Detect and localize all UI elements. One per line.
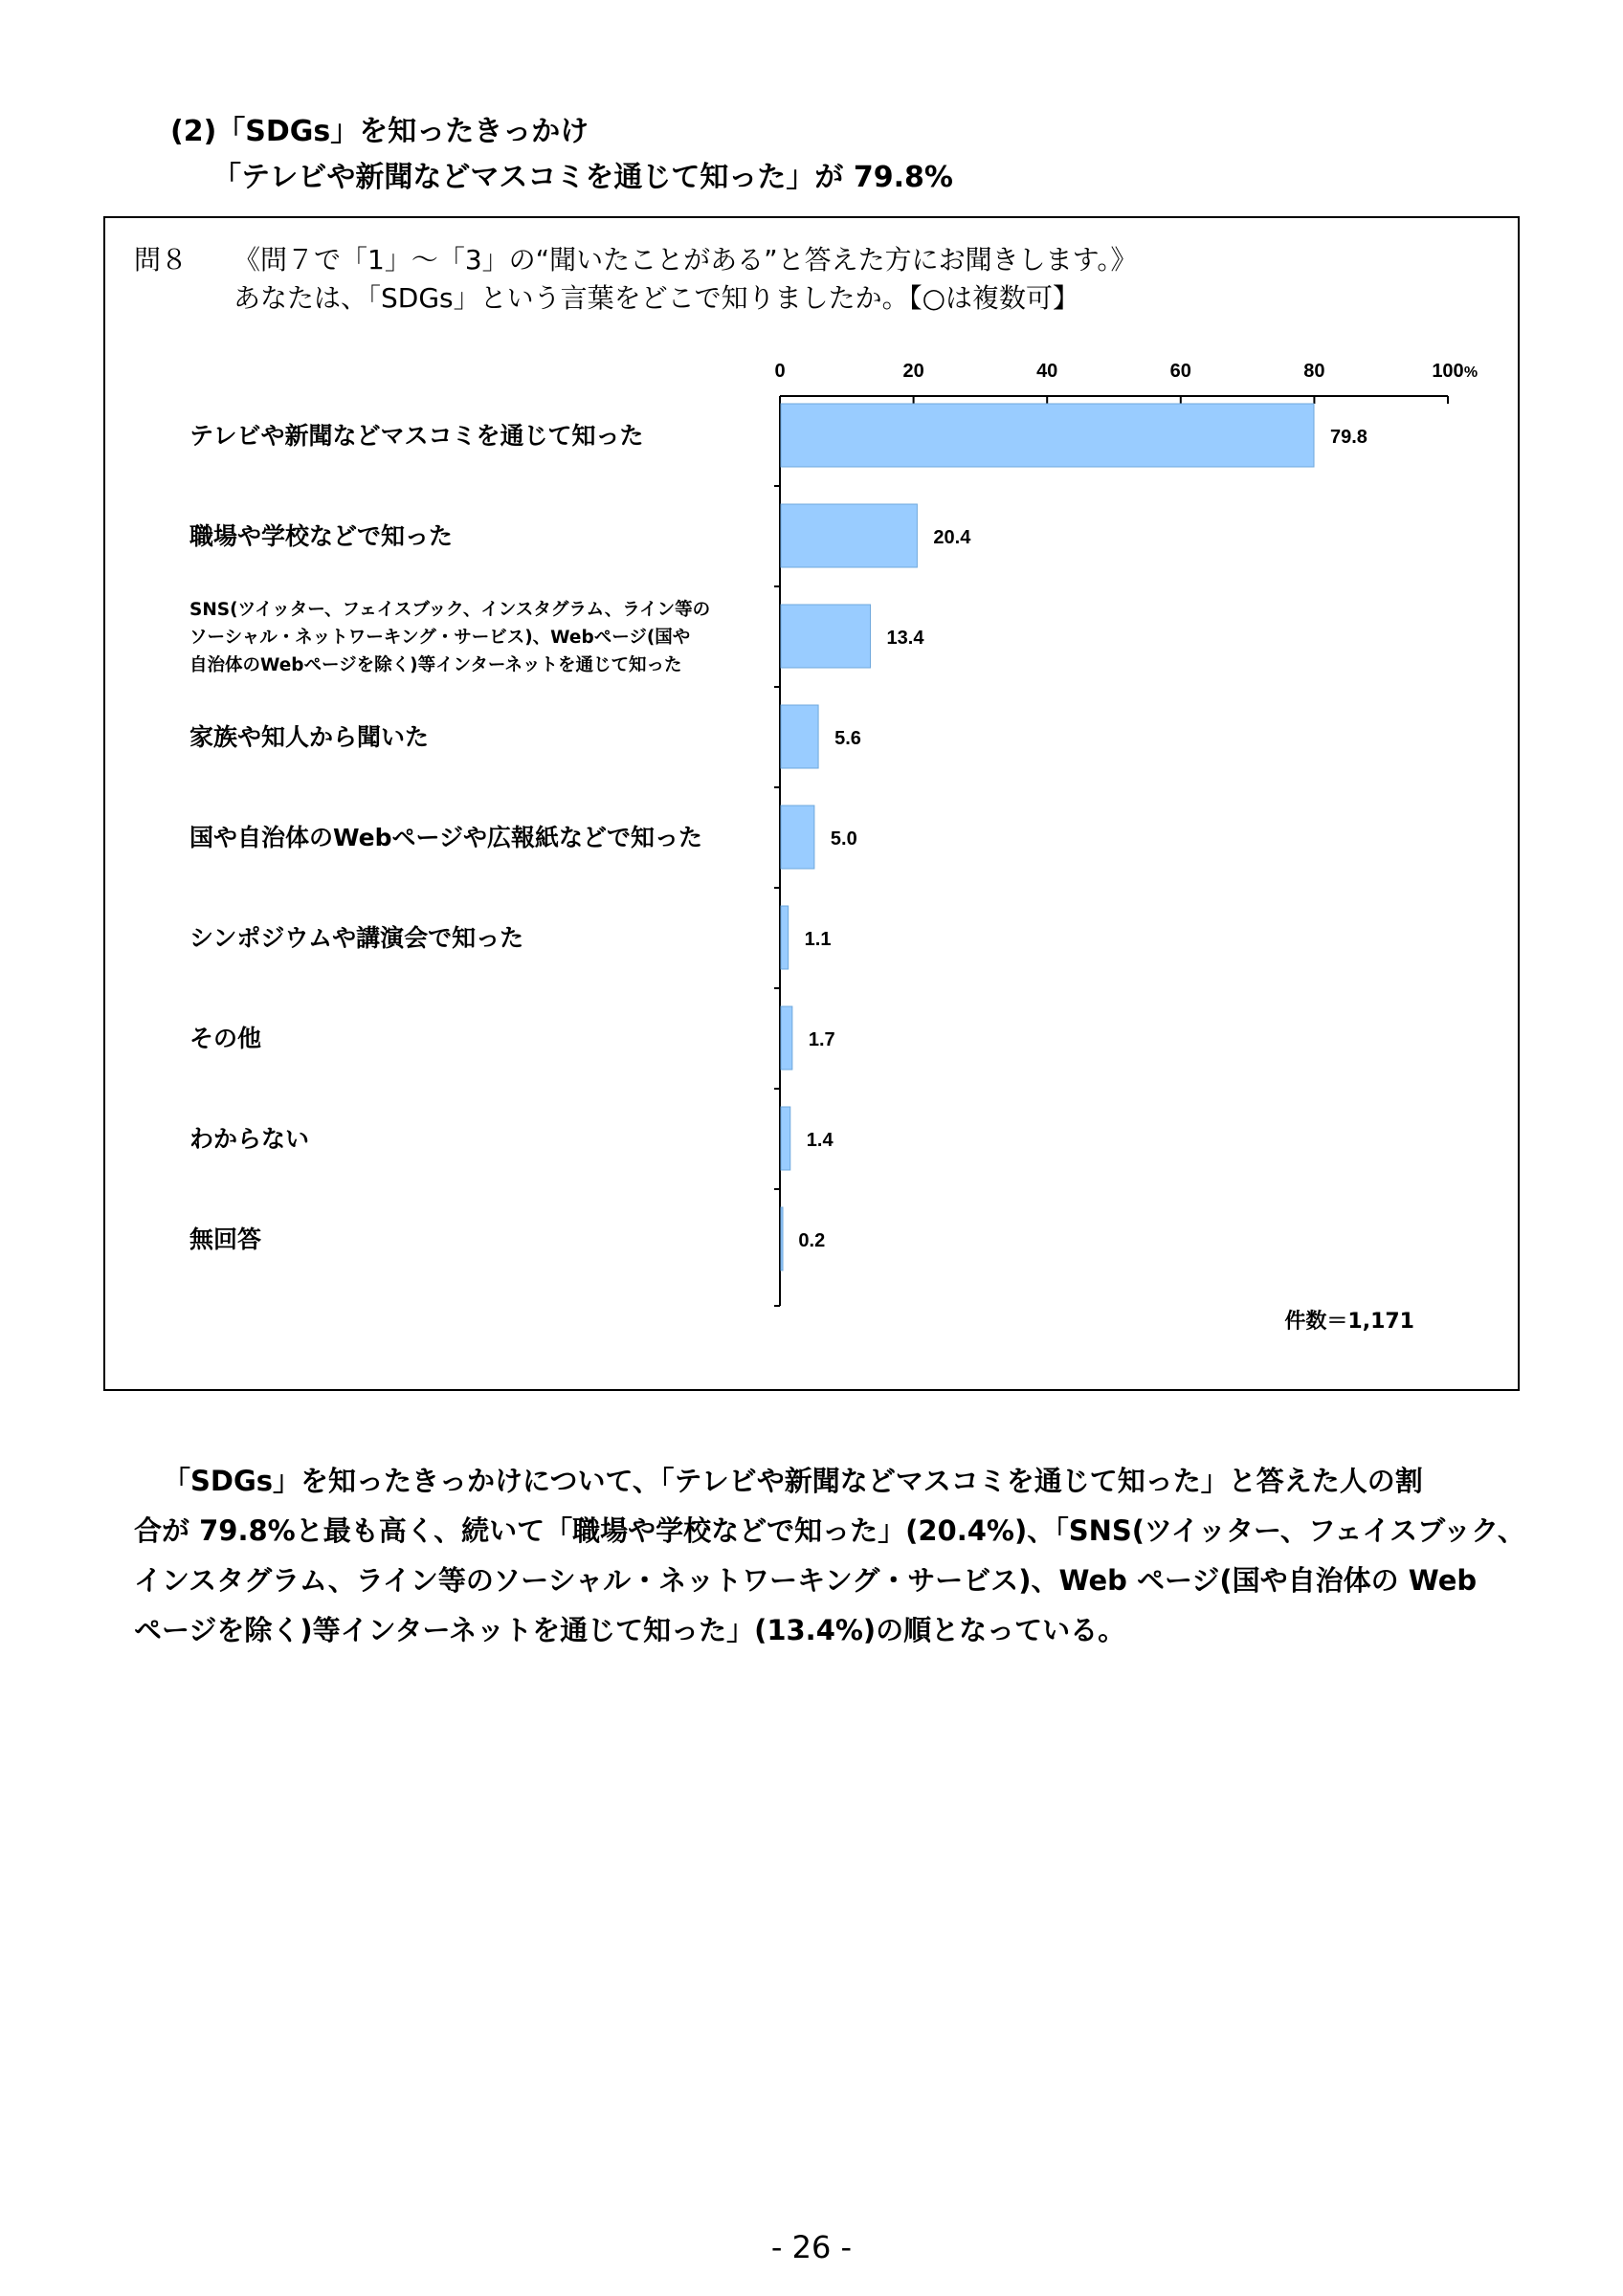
x-tick-label: 0 <box>774 361 786 382</box>
bar-value-label: 1.1 <box>804 929 832 950</box>
category-label: ソーシャル・ネットワーキング・サービス)、Webページ(国や <box>189 628 691 648</box>
x-tick-label: 60 <box>1169 361 1191 382</box>
x-tick-label: 40 <box>1036 361 1058 382</box>
bar-value-label: 5.6 <box>834 728 861 749</box>
summary-line: 合が 79.8%と最も高く、続いて「職場や学校などで知った」(20.4%)、「SNS(ツイッター、フェイスブック、 <box>134 1514 1525 1547</box>
bar <box>781 605 871 668</box>
bar-value-label: 79.8 <box>1330 427 1367 448</box>
summary-line: ページを除く)等インターネットを通じて知った」(13.4%)の順となっている。 <box>134 1614 1126 1646</box>
category-label: テレビや新聞などマスコミを通じて知った <box>189 422 644 450</box>
x-tick-label: 20 <box>902 361 924 382</box>
category-label: 国や自治体のWebページや広報紙などで知った <box>189 824 703 851</box>
x-tick-label: 100 <box>1432 361 1464 382</box>
x-tick-label: 80 <box>1303 361 1325 382</box>
section-title: (2)「SDGs」を知ったきっかけ <box>170 115 589 148</box>
category-label: シンポジウムや講演会で知った <box>189 924 524 952</box>
sample-count: 件数＝1,171 <box>1284 1310 1414 1334</box>
summary-line: インスタグラム、ライン等のソーシャル・ネットワーキング・サービス)、Web ページ(国や自治体の Web <box>134 1564 1478 1597</box>
question-text: あなたは、「SDGs」という言葉をどこで知りましたか。【○は複数可】 <box>233 282 1080 314</box>
question-box <box>103 216 1520 1391</box>
bar <box>781 404 1314 467</box>
bar <box>781 705 818 768</box>
category-label: 職場や学校などで知った <box>189 522 454 550</box>
summary-paragraph <box>134 1456 1525 1655</box>
bar <box>781 1107 790 1170</box>
bar-value-label: 13.4 <box>886 628 924 649</box>
page-number: - 26 - <box>770 2229 853 2265</box>
x-unit-label: % <box>1463 364 1478 381</box>
bar <box>781 806 814 869</box>
summary-line: 「SDGs」を知ったきっかけについて、「テレビや新聞などマスコミを通じて知った」と答えた人の割 <box>163 1465 1423 1497</box>
question-number: 問８ <box>134 244 189 276</box>
category-label: 自治体のWebページを除く)等インターネットを通じて知った <box>189 655 682 675</box>
bar-chart <box>105 218 1518 1389</box>
bar <box>781 1207 783 1270</box>
category-label: 無回答 <box>189 1225 262 1253</box>
category-label: その他 <box>189 1025 262 1052</box>
bar-value-label: 1.7 <box>808 1029 835 1050</box>
category-label: SNS(ツイッター、フェイスブック、インスタグラム、ライン等の <box>189 600 711 620</box>
question-condition: 《問７で「1」～「3」の“聞いたことがある”と答えた方にお聞きします。》 <box>233 244 1138 276</box>
bar-value-label: 0.2 <box>798 1230 826 1251</box>
bar <box>781 1006 792 1070</box>
bar-value-label: 20.4 <box>933 527 971 548</box>
bar-value-label: 5.0 <box>830 828 857 850</box>
category-label: わからない <box>189 1125 310 1153</box>
bar <box>781 504 917 567</box>
bar-value-label: 1.4 <box>806 1130 834 1151</box>
bar <box>781 906 789 969</box>
category-label: 家族や知人から聞いた <box>189 723 430 751</box>
section-subtitle: 「テレビや新聞などマスコミを通じて知った」が 79.8% <box>212 161 953 194</box>
